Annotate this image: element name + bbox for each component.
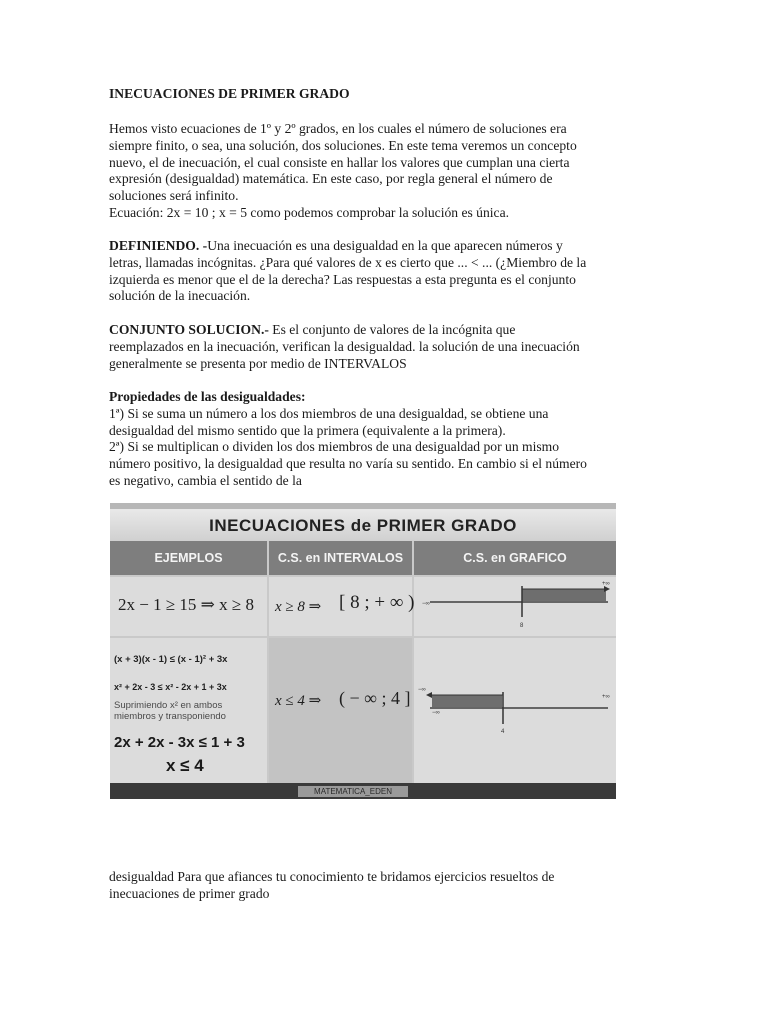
intro-paragraph	[109, 121, 661, 222]
row2-ejemplo-cell	[110, 638, 267, 783]
arrow-left-icon	[426, 692, 432, 698]
conjunto-line: reemplazados en la inecuación, verifican la desigualdad. la solución de una inecuación	[109, 338, 580, 354]
row2-solution-shade	[432, 695, 502, 707]
intro-line: Hemos visto ecuaciones de 1º y 2º grados, en los cuales el número de soluciones era	[109, 121, 567, 136]
definiendo-line: izquierda es menor que el de la derecha? Las respuestas a esta pregunta es el conjunto	[109, 271, 576, 287]
header-intervalos: C.S. en INTERVALOS	[269, 541, 412, 575]
row1-grafico-cell	[414, 577, 616, 636]
definiendo-line: solución de la inecuación.	[109, 288, 251, 304]
row1-axis-right: +∞	[602, 581, 610, 587]
figure-title: INECUACIONES de PRIMER GRADO	[110, 509, 616, 541]
propiedades-paragraph	[109, 389, 661, 490]
closing-line: inecuaciones de primer grado	[109, 885, 270, 901]
row2-intervalo: ( − ∞ ; 4 ]	[339, 688, 411, 708]
header-ejemplos: EJEMPLOS	[110, 541, 267, 575]
document-title: INECUACIONES DE PRIMER GRADO	[109, 86, 350, 101]
propiedades-line: desigualdad del mismo sentido que la primera (equivalente a la primera).	[109, 422, 506, 438]
row1-ejemplo-cell	[110, 577, 267, 636]
row1-solution-shade	[522, 589, 606, 601]
row2-result: x ≤ 4	[166, 756, 204, 775]
row2-step3: 2x + 2x - 3x ≤ 1 + 3	[114, 734, 245, 751]
row1-axis-left: −∞	[422, 601, 430, 607]
row2-note: Suprimiendo x² en ambos miembros y transponiendo	[114, 700, 226, 722]
propiedades-line: es negativo, cambia el sentido de la	[109, 472, 302, 488]
row2-axis-left-2: −∞	[432, 710, 440, 716]
conjunto-text: Es el conjunto de valores de la incógnita que	[268, 322, 516, 337]
header-grafico: C.S. en GRAFICO	[414, 541, 616, 575]
row2-point-label: 4	[501, 729, 505, 735]
propiedades-line: 2ª) Si se multiplican o dividen los dos miembros de una desigualdad por un mismo	[109, 439, 560, 455]
propiedades-line: 1ª) Si se suma un número a los dos miembros de una desigualdad, se obtiene una	[109, 405, 549, 421]
row1-intervalo-cell	[269, 577, 415, 636]
row2-step2: x² + 2x - 3 ≤ x² - 2x + 1 + 3x	[114, 682, 227, 692]
row1-number-line	[414, 577, 616, 636]
intro-line: nuevo, el de inecuación, el cual consiste en hallar los valores que cumplan una cierta	[109, 154, 570, 170]
row2-number-line	[414, 638, 616, 783]
definiendo-heading: DEFINIENDO. -	[109, 238, 208, 253]
definiendo-paragraph	[109, 238, 661, 305]
conjunto-heading: CONJUNTO SOLUCION.-	[109, 322, 269, 337]
row2-step1: (x + 3)(x - 1) ≤ (x - 1)² + 3x	[114, 654, 228, 665]
row2-grafico-cell	[414, 638, 616, 783]
inecuaciones-figure	[110, 503, 616, 799]
definiendo-text: Una inecuación es una desigualdad en la que aparecen números y	[207, 238, 563, 253]
definiendo-line: letras, llamadas incógnitas. ¿Para qué valores de x es cierto que ... < ... (¿Miembro de la	[109, 254, 587, 270]
row2-intervalo-cell	[269, 638, 412, 783]
intro-line: siempre finito, o sea, una solución, dos soluciones. En este tema veremos un concepto	[109, 137, 577, 153]
conjunto-line: generalmente se presenta por medio de INTERVALOS	[109, 355, 407, 371]
row1-intervalo-condition: x ≥ 8 ⇒	[275, 599, 322, 615]
propiedades-heading: Propiedades de las desigualdades:	[109, 389, 306, 404]
closing-paragraph	[109, 869, 661, 903]
row1-ejemplo: 2x − 1 ≥ 15 ⇒ x ≥ 8	[118, 595, 254, 614]
intro-line: expresión (desigualdad) matemática. En este caso, por regla general el número de	[109, 171, 553, 187]
row1-intervalo: [ 8 ; + ∞ )	[339, 592, 415, 613]
row1-point-label: 8	[520, 623, 524, 629]
closing-line: desigualdad Para que afiances tu conocimiento te bridamos ejercicios resueltos de	[109, 869, 555, 884]
propiedades-line: número positivo, la desigualdad que resulta no varía su sentido. En cambio si el número	[109, 456, 587, 472]
row2-axis-left: −∞	[418, 687, 426, 693]
figure-footer-label: MATEMATICA_EDEN	[298, 786, 408, 797]
intro-line: soluciones será infinito.	[109, 188, 239, 204]
intro-line: Ecuación: 2x = 10 ; x = 5 como podemos comprobar la solución es única.	[109, 204, 510, 220]
conjunto-paragraph	[109, 322, 661, 372]
row2-intervalo-condition: x ≤ 4 ⇒	[275, 693, 322, 709]
row2-axis-right: +∞	[602, 694, 610, 700]
